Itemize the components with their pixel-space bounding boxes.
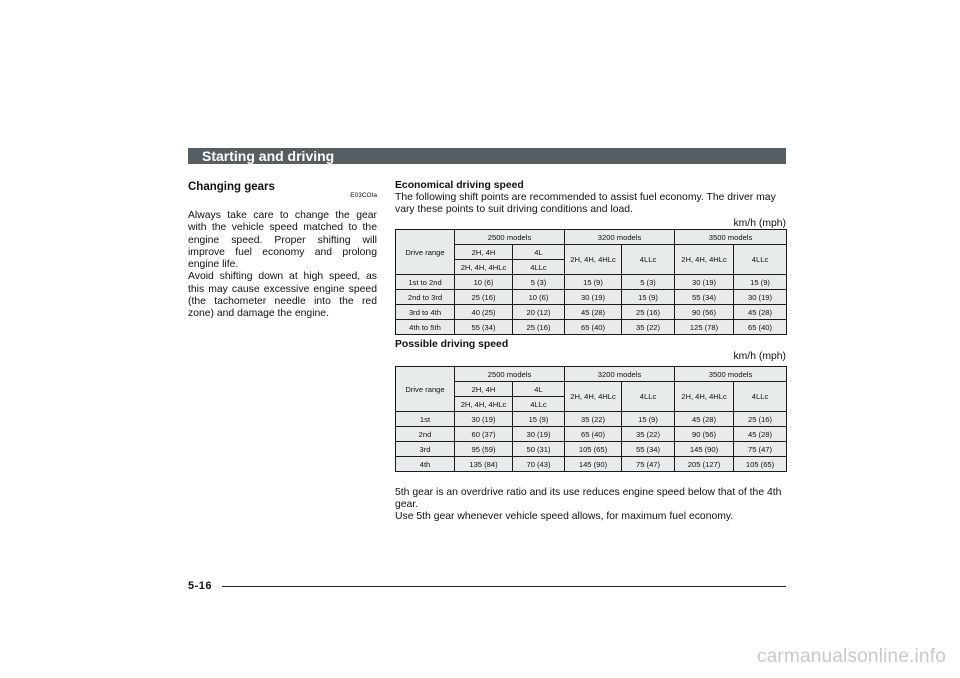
economical-speed-table bbox=[395, 229, 787, 335]
models-2500-header: 2500 models bbox=[455, 230, 565, 245]
table-cell: 95 (59) bbox=[455, 442, 513, 457]
table-cell: 30 (19) bbox=[513, 427, 565, 442]
col-3200-a: 2H, 4H, 4HLc bbox=[565, 245, 622, 275]
table-cell: 20 (12) bbox=[513, 305, 565, 320]
table-cell: 30 (19) bbox=[565, 290, 622, 305]
economical-section bbox=[395, 180, 786, 230]
models-2500-header: 2500 models bbox=[455, 367, 565, 382]
col-3500-b: 4LLc bbox=[734, 382, 787, 412]
row-label: 3rd to 4th bbox=[396, 305, 455, 320]
table-cell: 135 (84) bbox=[455, 457, 513, 472]
table-cell: 60 (37) bbox=[455, 427, 513, 442]
paragraph: Avoid shifting down at high speed, as this may cause excessive engine speed (the tachometer needle into the red zone) and damage the engine. bbox=[188, 271, 377, 320]
table-cell: 90 (56) bbox=[675, 427, 734, 442]
economical-unit: km/h (mph) bbox=[733, 218, 786, 229]
table-cell: 145 (90) bbox=[565, 457, 622, 472]
models-3200-header: 3200 models bbox=[565, 367, 675, 382]
row-label: 4th bbox=[396, 457, 455, 472]
table-cell: 55 (34) bbox=[622, 442, 675, 457]
table-cell: 15 (9) bbox=[513, 412, 565, 427]
table-cell: 30 (19) bbox=[734, 290, 787, 305]
table-row bbox=[396, 320, 787, 335]
table-cell: 90 (56) bbox=[675, 305, 734, 320]
col-2500-b1: 4L bbox=[513, 245, 565, 260]
row-label: 3rd bbox=[396, 442, 455, 457]
table-cell: 35 (22) bbox=[565, 412, 622, 427]
table-cell: 65 (40) bbox=[565, 320, 622, 335]
table-cell: 70 (43) bbox=[513, 457, 565, 472]
table-cell: 125 (78) bbox=[675, 320, 734, 335]
col-2500-a2: 2H, 4H, 4HLc bbox=[455, 260, 513, 275]
economical-text: The following shift points are recommended to assist fuel economy. The driver may vary these points to suit driving conditions and load. bbox=[395, 192, 776, 215]
table-cell: 25 (16) bbox=[513, 320, 565, 335]
table-cell: 55 (34) bbox=[675, 290, 734, 305]
col-3500-a: 2H, 4H, 4HLc bbox=[675, 382, 734, 412]
table-cell: 45 (28) bbox=[734, 427, 787, 442]
table-cell: 15 (9) bbox=[734, 275, 787, 290]
possible-title: Possible driving speed bbox=[395, 339, 509, 350]
table-row bbox=[396, 442, 787, 457]
table-cell: 205 (127) bbox=[675, 457, 734, 472]
models-3500-header: 3500 models bbox=[675, 230, 787, 245]
table-cell: 5 (3) bbox=[513, 275, 565, 290]
page-number: 5-16 bbox=[188, 580, 213, 592]
col-3500-b: 4LLc bbox=[734, 245, 787, 275]
drive-range-header: Drive range bbox=[396, 367, 455, 412]
table-cell: 45 (28) bbox=[675, 412, 734, 427]
col-3500-a: 2H, 4H, 4HLc bbox=[675, 245, 734, 275]
table-cell: 145 (90) bbox=[675, 442, 734, 457]
col-3200-a: 2H, 4H, 4HLc bbox=[565, 382, 622, 412]
footer-rule bbox=[222, 586, 786, 587]
table-row bbox=[396, 275, 787, 290]
table-cell: 75 (47) bbox=[622, 457, 675, 472]
models-3500-header: 3500 models bbox=[675, 367, 787, 382]
table-cell: 25 (16) bbox=[734, 412, 787, 427]
drive-range-header: Drive range bbox=[396, 230, 455, 275]
row-label: 4th to 5th bbox=[396, 320, 455, 335]
table-cell: 15 (9) bbox=[622, 290, 675, 305]
possible-unit: km/h (mph) bbox=[733, 351, 786, 362]
table-cell: 10 (6) bbox=[455, 275, 513, 290]
table-row bbox=[396, 290, 787, 305]
row-label: 2nd bbox=[396, 427, 455, 442]
table-cell: 15 (9) bbox=[565, 275, 622, 290]
changing-gears-title: Changing gears bbox=[188, 181, 275, 193]
table-cell: 35 (22) bbox=[622, 427, 675, 442]
row-label: 1st bbox=[396, 412, 455, 427]
section-header-bar bbox=[188, 148, 786, 164]
table-row bbox=[396, 457, 787, 472]
table-cell: 75 (47) bbox=[734, 442, 787, 457]
col-2500-b2: 4LLc bbox=[513, 260, 565, 275]
table-cell: 65 (40) bbox=[734, 320, 787, 335]
table-cell: 10 (6) bbox=[513, 290, 565, 305]
table-cell: 25 (16) bbox=[622, 305, 675, 320]
possible-section bbox=[395, 339, 786, 363]
col-2500-b1: 4L bbox=[513, 382, 565, 397]
col-2500-a2: 2H, 4H, 4HLc bbox=[455, 397, 513, 412]
col-3200-b: 4LLc bbox=[622, 382, 675, 412]
table-cell: 45 (28) bbox=[565, 305, 622, 320]
table-cell: 65 (40) bbox=[565, 427, 622, 442]
watermark-link[interactable]: carmanualsonline.info bbox=[756, 646, 946, 667]
section-title: Starting and driving bbox=[202, 148, 335, 164]
table-row bbox=[396, 412, 787, 427]
changing-gears-body bbox=[188, 210, 377, 321]
note-line: Use 5th gear whenever vehicle speed allows, for maximum fuel economy. bbox=[395, 511, 734, 522]
economical-title: Economical driving speed bbox=[395, 180, 524, 191]
table-cell: 35 (22) bbox=[622, 320, 675, 335]
col-3200-b: 4LLc bbox=[622, 245, 675, 275]
col-2500-a1: 2H, 4H bbox=[455, 245, 513, 260]
table-cell: 40 (25) bbox=[455, 305, 513, 320]
table-cell: 25 (16) bbox=[455, 290, 513, 305]
models-3200-header: 3200 models bbox=[565, 230, 675, 245]
table-cell: 5 (3) bbox=[622, 275, 675, 290]
table-cell: 50 (31) bbox=[513, 442, 565, 457]
overdrive-note bbox=[395, 487, 786, 523]
table-cell: 55 (34) bbox=[455, 320, 513, 335]
col-2500-a1: 2H, 4H bbox=[455, 382, 513, 397]
row-label: 1st to 2nd bbox=[396, 275, 455, 290]
col-2500-b2: 4LLc bbox=[513, 397, 565, 412]
table-row bbox=[396, 427, 787, 442]
possible-speed-table bbox=[395, 366, 787, 472]
paragraph: Always take care to change the gear with the vehicle speed matched to the engine speed. Proper shifting will improve fuel economy and prolong engine life. bbox=[188, 210, 377, 271]
table-row bbox=[396, 305, 787, 320]
row-label: 2nd to 3rd bbox=[396, 290, 455, 305]
table-cell: 105 (65) bbox=[565, 442, 622, 457]
table-cell: 30 (19) bbox=[675, 275, 734, 290]
table-cell: 30 (19) bbox=[455, 412, 513, 427]
table-cell: 15 (9) bbox=[622, 412, 675, 427]
note-line: 5th gear is an overdrive ratio and its use reduces engine speed below that of the 4th gear. bbox=[395, 487, 782, 510]
table-cell: 105 (65) bbox=[734, 457, 787, 472]
section-code: E03COIa bbox=[350, 192, 377, 199]
changing-gears-section bbox=[188, 180, 377, 321]
table-cell: 45 (28) bbox=[734, 305, 787, 320]
